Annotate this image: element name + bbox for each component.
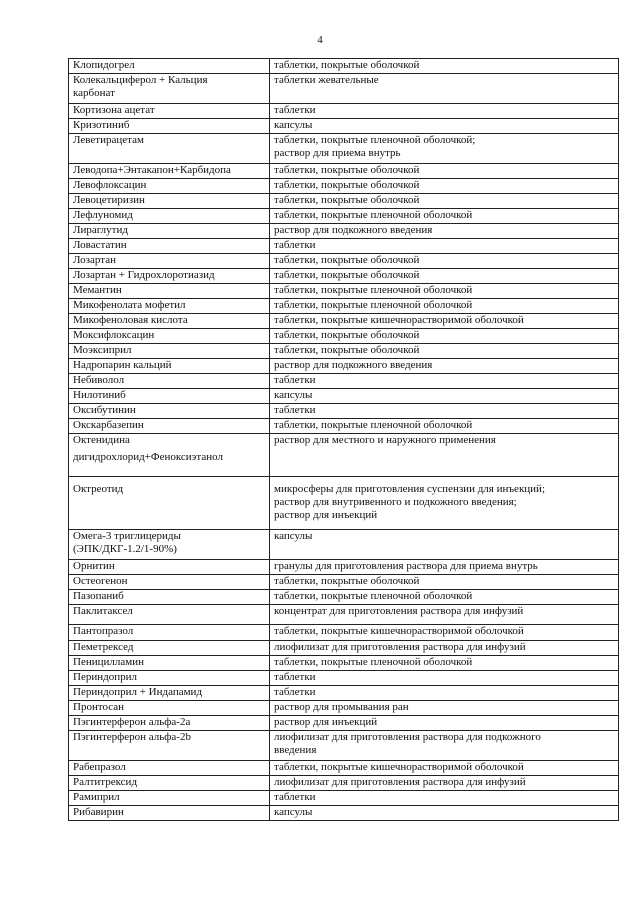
drug-name-cell	[69, 791, 270, 806]
dosage-form-text: таблетки, покрытые пленочной оболочкой	[274, 299, 473, 311]
drug-name-text: Остеогенон	[73, 575, 128, 587]
dosage-form-cell	[270, 605, 619, 625]
table-row	[69, 686, 619, 701]
dosage-form-text: гранулы для приготовления раствора для приема внутрь	[274, 560, 538, 572]
drug-name-text: карбонат	[73, 87, 115, 99]
drug-name-text: Левофлоксацин	[73, 179, 147, 191]
dosage-form-text: таблетки	[274, 671, 316, 683]
drug-name-cell	[69, 404, 270, 419]
dosage-form-cell	[270, 209, 619, 224]
drug-name-text: Рибавирин	[73, 806, 124, 818]
table-row	[69, 656, 619, 671]
drug-name-cell	[69, 74, 270, 104]
dosage-form-cell	[270, 419, 619, 434]
table-row	[69, 791, 619, 806]
drug-name-cell	[69, 209, 270, 224]
dosage-form-text: таблетки	[274, 404, 316, 416]
drug-name-cell	[69, 329, 270, 344]
dosage-form-cell	[270, 791, 619, 806]
dosage-form-cell	[270, 329, 619, 344]
dosage-form-cell	[270, 716, 619, 731]
drug-name-text: Лефлуномид	[73, 209, 133, 221]
drug-name-cell	[69, 605, 270, 625]
drug-name-cell	[69, 224, 270, 239]
table-row	[69, 605, 619, 625]
table-row	[69, 404, 619, 419]
drug-name-cell	[69, 389, 270, 404]
dosage-form-text: таблетки, покрытые оболочкой	[274, 269, 420, 281]
dosage-form-text: раствор для промывания ран	[274, 701, 409, 713]
table-row	[69, 59, 619, 74]
dosage-form-cell	[270, 119, 619, 134]
drug-name-cell	[69, 419, 270, 434]
dosage-form-cell	[270, 359, 619, 374]
dosage-form-text: лиофилизат для приготовления раствора для подкожного	[274, 731, 541, 743]
drug-name-cell	[69, 59, 270, 74]
table-row	[69, 74, 619, 104]
dosage-form-text: таблетки, покрытые кишечнорастворимой оболочкой	[274, 761, 524, 773]
dosage-form-cell	[270, 477, 619, 530]
drug-name-text: Рамиприл	[73, 791, 120, 803]
drug-name-cell	[69, 656, 270, 671]
drug-name-cell	[69, 701, 270, 716]
drug-name-text: Пэгинтерферон альфа-2b	[73, 731, 191, 743]
table-row	[69, 299, 619, 314]
dosage-form-text: таблетки, покрытые оболочкой	[274, 575, 420, 587]
dosage-form-cell	[270, 641, 619, 656]
drug-name-cell	[69, 194, 270, 209]
dosage-form-text: таблетки, покрытые кишечнорастворимой оболочкой	[274, 314, 524, 326]
dosage-form-cell	[270, 239, 619, 254]
dosage-form-cell	[270, 776, 619, 791]
drug-name-cell	[69, 641, 270, 656]
dosage-form-cell	[270, 434, 619, 477]
drug-name-cell	[69, 671, 270, 686]
drug-name-cell	[69, 179, 270, 194]
dosage-form-text: таблетки, покрытые оболочкой	[274, 164, 420, 176]
drug-name-cell	[69, 164, 270, 179]
drug-name-cell	[69, 806, 270, 821]
drug-name-cell	[69, 716, 270, 731]
drug-name-cell	[69, 359, 270, 374]
drug-name-cell	[69, 434, 270, 477]
drug-name-text: Рабепразол	[73, 761, 126, 773]
dosage-form-cell	[270, 269, 619, 284]
table-row	[69, 314, 619, 329]
drug-name-text: Нилотиниб	[73, 389, 126, 401]
dosage-form-cell	[270, 299, 619, 314]
dosage-form-text: таблетки	[274, 104, 316, 116]
drug-name-cell	[69, 761, 270, 776]
dosage-form-text: капсулы	[274, 119, 313, 131]
drug-name-text: дигидрохлорид+Феноксиэтанол	[73, 451, 223, 463]
dosage-form-text: раствор для подкожного введения	[274, 224, 433, 236]
dosage-form-text: микросферы для приготовления суспензии для инъекций;	[274, 483, 546, 495]
drug-name-cell	[69, 119, 270, 134]
table-row	[69, 119, 619, 134]
drug-name-text: Паклитаксел	[73, 605, 133, 617]
table-row	[69, 560, 619, 575]
table-row	[69, 671, 619, 686]
drug-name-text: Микофенолата мофетил	[73, 299, 186, 311]
drug-name-cell	[69, 625, 270, 641]
drug-name-text: Пронтосан	[73, 701, 125, 713]
drug-name-text: (ЭПК/ДКГ-1.2/1-90%)	[73, 543, 177, 555]
table-row	[69, 434, 619, 477]
drug-name-text: Небиволол	[73, 374, 125, 386]
table-row	[69, 194, 619, 209]
dosage-form-text: капсулы	[274, 806, 313, 818]
drug-name-text: Моэксиприл	[73, 344, 132, 356]
drug-name-cell	[69, 575, 270, 590]
table-row	[69, 716, 619, 731]
dosage-form-text: таблетки	[274, 374, 316, 386]
dosage-form-text: капсулы	[274, 389, 313, 401]
drug-name-cell	[69, 239, 270, 254]
table-row	[69, 701, 619, 716]
drug-name-cell	[69, 477, 270, 530]
drug-table-body	[69, 59, 619, 821]
table-row	[69, 359, 619, 374]
dosage-form-cell	[270, 164, 619, 179]
drug-name-cell	[69, 731, 270, 761]
drug-name-text: Октенидина	[73, 434, 130, 446]
drug-table	[68, 58, 619, 821]
dosage-form-text: таблетки	[274, 686, 316, 698]
table-row	[69, 625, 619, 641]
dosage-form-cell	[270, 74, 619, 104]
dosage-form-cell	[270, 194, 619, 209]
dosage-form-text: таблетки, покрытые пленочной оболочкой	[274, 590, 473, 602]
dosage-form-cell	[270, 731, 619, 761]
dosage-form-text: таблетки, покрытые оболочкой	[274, 344, 420, 356]
table-row	[69, 575, 619, 590]
table-row	[69, 344, 619, 359]
dosage-form-cell	[270, 284, 619, 299]
drug-name-cell	[69, 560, 270, 575]
drug-name-cell	[69, 776, 270, 791]
dosage-form-cell	[270, 575, 619, 590]
drug-name-text: Надропарин кальций	[73, 359, 172, 371]
drug-name-text: Пазопаниб	[73, 590, 124, 602]
dosage-form-text: таблетки	[274, 239, 316, 251]
drug-name-cell	[69, 284, 270, 299]
dosage-form-text: лиофилизат для приготовления раствора для инфузий	[274, 641, 526, 653]
table-row	[69, 731, 619, 761]
dosage-form-text: раствор для инъекций	[274, 509, 378, 521]
dosage-form-text: таблетки, покрытые оболочкой	[274, 59, 420, 71]
table-row	[69, 134, 619, 164]
dosage-form-cell	[270, 671, 619, 686]
drug-name-text: Ралтитрексид	[73, 776, 138, 788]
table-row	[69, 329, 619, 344]
drug-name-text: Леветирацетам	[73, 134, 144, 146]
dosage-form-cell	[270, 134, 619, 164]
dosage-form-text: таблетки, покрытые пленочной оболочкой;	[274, 134, 476, 146]
dosage-form-text: таблетки, покрытые пленочной оболочкой	[274, 209, 473, 221]
dosage-form-text: таблетки, покрытые оболочкой	[274, 254, 420, 266]
dosage-form-cell	[270, 590, 619, 605]
drug-name-cell	[69, 299, 270, 314]
table-row	[69, 389, 619, 404]
dosage-form-text: раствор для приема внутрь	[274, 147, 401, 159]
table-row	[69, 776, 619, 791]
dosage-form-cell	[270, 314, 619, 329]
dosage-form-text: таблетки жевательные	[274, 74, 379, 86]
dosage-form-text: таблетки, покрытые оболочкой	[274, 194, 420, 206]
drug-name-text: Лозартан + Гидрохлоротиазид	[73, 269, 215, 281]
dosage-form-cell	[270, 656, 619, 671]
drug-name-text: Кризотиниб	[73, 119, 130, 131]
drug-name-text: Пэгинтерферон альфа-2а	[73, 716, 191, 728]
table-row	[69, 477, 619, 530]
dosage-form-cell	[270, 404, 619, 419]
drug-name-text: Орнитин	[73, 560, 115, 572]
drug-name-text: Лозартан	[73, 254, 116, 266]
dosage-form-cell	[270, 344, 619, 359]
dosage-form-text: таблетки, покрытые оболочкой	[274, 329, 420, 341]
drug-name-text: Октреотид	[73, 483, 124, 495]
drug-name-cell	[69, 269, 270, 284]
dosage-form-text: введения	[274, 744, 317, 756]
dosage-form-text: таблетки, покрытые пленочной оболочкой	[274, 419, 473, 431]
drug-name-cell	[69, 590, 270, 605]
drug-name-text: Периндоприл + Индапамид	[73, 686, 203, 698]
dosage-form-text: таблетки, покрытые пленочной оболочкой	[274, 284, 473, 296]
dosage-form-text: раствор для местного и наружного применения	[274, 434, 496, 446]
table-row	[69, 254, 619, 269]
dosage-form-text: таблетки, покрытые кишечнорастворимой оболочкой	[274, 625, 524, 637]
dosage-form-cell	[270, 806, 619, 821]
drug-name-text: Периндоприл	[73, 671, 137, 683]
drug-name-text: Колекальциферол + Кальция	[73, 74, 208, 86]
drug-name-text: Леводопа+Энтакапон+Карбидопа	[73, 164, 231, 176]
dosage-form-cell	[270, 374, 619, 389]
drug-name-cell	[69, 104, 270, 119]
table-row	[69, 530, 619, 560]
drug-name-text: Мемантин	[73, 284, 122, 296]
table-row	[69, 590, 619, 605]
dosage-form-text: таблетки, покрытые пленочной оболочкой	[274, 656, 473, 668]
drug-name-cell	[69, 686, 270, 701]
dosage-form-text: раствор для подкожного введения	[274, 359, 433, 371]
drug-name-text: Клопидогрел	[73, 59, 135, 71]
dosage-form-cell	[270, 625, 619, 641]
table-row	[69, 374, 619, 389]
dosage-form-text: лиофилизат для приготовления раствора для инфузий	[274, 776, 526, 788]
table-row	[69, 269, 619, 284]
dosage-form-cell	[270, 254, 619, 269]
dosage-form-text: раствор для инъекций	[274, 716, 378, 728]
drug-name-text: Левоцетиризин	[73, 194, 145, 206]
dosage-form-text: раствор для внутривенного и подкожного введения;	[274, 496, 517, 508]
dosage-form-cell	[270, 560, 619, 575]
drug-name-cell	[69, 530, 270, 560]
drug-name-text: Пантопразол	[73, 625, 134, 637]
drug-name-text: Моксифлоксацин	[73, 329, 155, 341]
table-row	[69, 239, 619, 254]
drug-name-text: Лираглутид	[73, 224, 128, 236]
table-row	[69, 761, 619, 776]
table-row	[69, 104, 619, 119]
table-row	[69, 224, 619, 239]
dosage-form-cell	[270, 761, 619, 776]
drug-name-cell	[69, 134, 270, 164]
drug-name-cell	[69, 314, 270, 329]
drug-name-text: Оксибутинин	[73, 404, 136, 416]
dosage-form-cell	[270, 686, 619, 701]
dosage-form-cell	[270, 530, 619, 560]
drug-name-text: Микофеноловая кислота	[73, 314, 188, 326]
table-row	[69, 209, 619, 224]
drug-name-text: Пеметрексед	[73, 641, 134, 653]
dosage-form-text: таблетки, покрытые оболочкой	[274, 179, 420, 191]
dosage-form-cell	[270, 701, 619, 716]
drug-name-text: Омега-3 триглицериды	[73, 530, 181, 542]
dosage-form-cell	[270, 179, 619, 194]
drug-name-cell	[69, 344, 270, 359]
dosage-form-text: таблетки	[274, 791, 316, 803]
drug-name-text: Окскарбазепин	[73, 419, 144, 431]
dosage-form-cell	[270, 389, 619, 404]
drug-name-text: Пеницилламин	[73, 656, 144, 668]
page-number: 4	[317, 34, 323, 46]
table-row	[69, 179, 619, 194]
table-row	[69, 641, 619, 656]
table-row	[69, 284, 619, 299]
table-row	[69, 164, 619, 179]
drug-name-cell	[69, 374, 270, 389]
drug-name-cell	[69, 254, 270, 269]
dosage-form-cell	[270, 59, 619, 74]
table-row	[69, 806, 619, 821]
dosage-form-text: концентрат для приготовления раствора для инфузий	[274, 605, 524, 617]
table-row	[69, 419, 619, 434]
dosage-form-cell	[270, 224, 619, 239]
drug-name-text: Ловастатин	[73, 239, 127, 251]
dosage-form-text: капсулы	[274, 530, 313, 542]
drug-name-text: Кортизона ацетат	[73, 104, 155, 116]
dosage-form-cell	[270, 104, 619, 119]
